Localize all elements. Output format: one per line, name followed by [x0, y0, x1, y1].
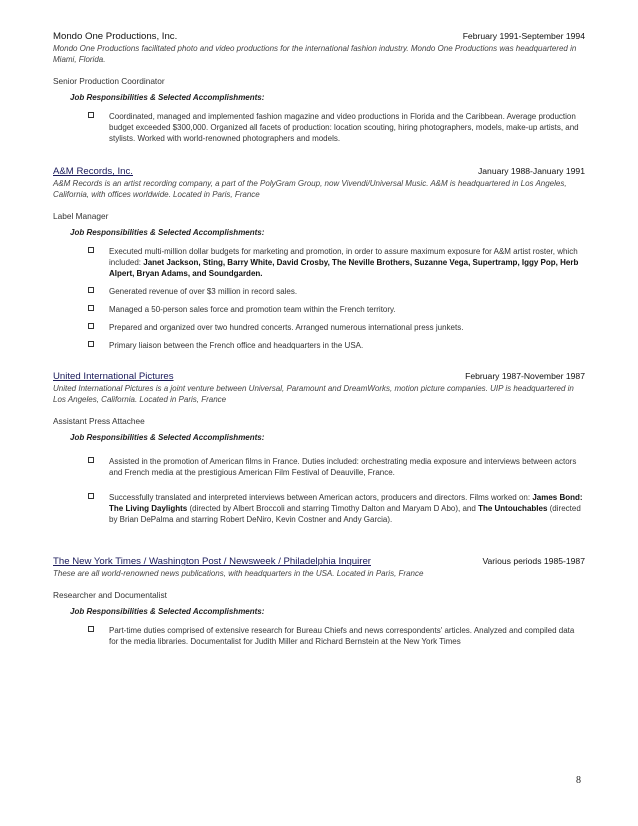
film-title: James Bond: The Living Daylights [109, 493, 583, 513]
job-role: Assistant Press Attachee [53, 416, 145, 426]
job-united-international-pictures [53, 371, 585, 532]
company-description: Mondo One Productions facilitated photo and video productions for the international fashion industry. Mondo One Productions was headquartered in Miami, Florida. [53, 44, 577, 64]
list-item [53, 286, 585, 297]
checkbox-bullet-icon [88, 112, 94, 118]
list-item [53, 340, 585, 351]
job-news-publications [53, 556, 585, 654]
bullet-text: Coordinated, managed and implemented fashion magazine and video productions in Florida and the Caribbean. Average production budget exceeded $300,000. Organized all facets of production: location scouting, hiring photographers, models, make-up artists, and stylists. Worked with world-renowned photographers and models. [109, 112, 579, 143]
bullet-text: Prepared and organized over two hundred concerts. Arranged numerous international press junkets. [109, 323, 464, 332]
artist-roster: Janet Jackson, Sting, Barry White, David Crosby, The Neville Brothers, Suzanne Vega, Supertramp, Iggy Pop, Herb Alpert, Bryan Adams, and Soundgarden. [109, 258, 579, 278]
job-role: Senior Production Coordinator [53, 76, 165, 86]
bullet-text: Executed multi-million dollar budgets for marketing and promotion, in order to assure maximum exposure for A&M artist roster, which included: [109, 247, 578, 267]
job-dates: Various periods 1985-1987 [482, 556, 585, 566]
list-item [53, 304, 585, 315]
list-item [53, 456, 585, 478]
company-name: United International Pictures [53, 371, 174, 382]
bullet-text: (directed by Albert Broccoli and starring Timothy Dalton and Maryam D Abo), and [189, 504, 476, 513]
company-description: These are all world-renowned news publications, with headquarters in the USA. Located in Paris, France [53, 569, 424, 578]
bullet-text: Successfully translated and interpreted interviews between American actors, producers and directors. Films worked on: [109, 493, 531, 502]
bullet-text: Part-time duties comprised of extensive research for Bureau Chiefs and news correspondents' articles. Analyzed and compiled data for the media libraries. Documentalist for Judith Miller and Richard Bernstein at the New York Times [109, 626, 575, 646]
list-item [53, 322, 585, 333]
responsibilities-heading: Job Responsibilities & Selected Accomplishments: [70, 607, 265, 616]
checkbox-bullet-icon [88, 341, 94, 347]
checkbox-bullet-icon [88, 287, 94, 293]
company-name: A&M Records, Inc. [53, 166, 133, 177]
company-description: United International Pictures is a joint venture between Universal, Paramount and DreamWorks, motion picture companies. UIP is headquartered in Los Angeles, California. Located in Paris, France [53, 384, 574, 404]
bullet-text: (directed by Brian DePalma and starring Robert DeNiro, Kevin Costner and Andy Garcia). [109, 504, 581, 524]
job-mondo-one [53, 31, 585, 151]
job-role: Label Manager [53, 211, 109, 221]
company-name: Mondo One Productions, Inc. [53, 31, 178, 42]
responsibilities-heading: Job Responsibilities & Selected Accomplishments: [70, 228, 265, 237]
job-header [53, 556, 585, 567]
checkbox-bullet-icon [88, 323, 94, 329]
responsibilities-heading: Job Responsibilities & Selected Accomplishments: [70, 93, 265, 102]
list-item [53, 246, 585, 279]
bullet-text: Primary liaison between the French office and headquarters in the USA. [109, 341, 364, 350]
list-item [53, 625, 585, 647]
job-dates: January 1988-January 1991 [477, 166, 585, 176]
responsibilities-heading: Job Responsibilities & Selected Accomplishments: [70, 433, 265, 442]
checkbox-bullet-icon [88, 247, 94, 253]
checkbox-bullet-icon [88, 457, 94, 463]
bullet-text: Assisted in the promotion of American films in France. Duties included: orchestrating media exposure and interviews between actors and French media at the prestigious American Film Festival of Deauville, France. [109, 457, 577, 477]
company-name: The New York Times / Washington Post / Newsweek / Philadelphia Inquirer [53, 556, 371, 567]
job-header [53, 31, 585, 42]
company-description: A&M Records is an artist recording company, a part of the PolyGram Group, now Vivendi/Universal Music. A&M is headquartered in Los Angeles, California, with offices worldwide. Located in Paris, France [53, 179, 567, 199]
bullet-text: Generated revenue of over $3 million in record sales. [109, 287, 298, 296]
responsibilities-list [53, 456, 585, 525]
responsibilities-list [53, 246, 585, 351]
job-role: Researcher and Documentalist [53, 590, 167, 600]
checkbox-bullet-icon [88, 493, 94, 499]
job-am-records [53, 166, 585, 358]
page-number: 8 [576, 775, 581, 786]
bullet-text: Managed a 50-person sales force and promotion team within the French territory. [109, 305, 396, 314]
list-item [53, 492, 585, 525]
checkbox-bullet-icon [88, 305, 94, 311]
list-item [53, 111, 585, 144]
checkbox-bullet-icon [88, 626, 94, 632]
responsibilities-list [53, 111, 585, 144]
film-title: The Untouchables [478, 504, 548, 513]
job-dates: February 1991-September 1994 [462, 31, 585, 41]
job-header [53, 371, 585, 382]
responsibilities-list [53, 625, 585, 647]
job-dates: February 1987-November 1987 [465, 371, 585, 381]
job-header [53, 166, 585, 177]
